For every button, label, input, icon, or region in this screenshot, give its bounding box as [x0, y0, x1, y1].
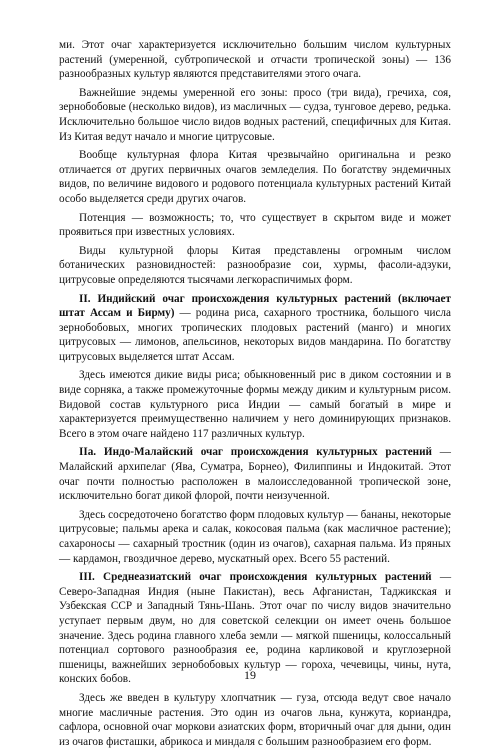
paragraph-text: — родина риса, сахарного тростника, большого числа зернобобовых, многих тропических плодовых растений (манго) и многих цитрусовых — лимонов, апельсинов, некоторых видов мандарина. По богатству цитрусовых выделяется штат Ассам.	[59, 307, 451, 363]
paragraph: Важнейшие эндемы умеренной его зоны: просо (три вида), гречиха, соя, зернобобовые (несколько видов), из масличных — судза, тунговое дерево, редька. Исключительно большое число видов водных растений, специфичных для Китая. Из Китая ведут начало и многие цитрусовые.	[59, 86, 451, 143]
paragraph: Здесь имеются дикие виды риса; обыкновенный рис в диком состоянии и в виде сорняка, а также промежуточные формы между диким и культурным рисом. Видовой состав культурного риса Индии — самый богатый в мире и характеризуется преимущественно наличием у него доминирующих признаков. Всего в этом очаге найдено 117 различных культур.	[59, 369, 451, 440]
paragraph-indo-malay	[59, 445, 451, 503]
paragraph-india	[59, 292, 451, 365]
paragraph-text: — Северо-Западная Индия (ныне Пакистан), весь Афганистан, Таджикская и Узбекская ССР и Западный Тянь-Шань. Этот очаг по числу видов значительно уступает первым двум, но для советской селекции он имеет очень большое значение. Здесь родина главного хлеба земли — мягкой пшеницы, колоссальный потенциал сортового разнообразия ее, родина карликовой и круглозерной пшеницы, важнейших зернобобовых культур — гороха, чечевицы, чины, нута, конских бобов.	[59, 571, 451, 686]
paragraph: Здесь же введен в культуру хлопчатник — гуза, отсюда ведут свое начало многие масличные растения. Это один из очагов льна, кунжута, кориандра, сафлора, основной очаг моркови азиатских форм, вторичный очаг для дыни, один из очагов фисташки, абрикоса и миндаля с большим разнообразием его форм.	[59, 691, 451, 748]
section-heading: II. Индийский очаг происхождения культурных растений (включает штат Ассам и Бирму)	[59, 292, 451, 320]
section-heading: III. Среднеазиатский очаг происхождения культурных растений	[79, 571, 432, 584]
section-heading: IIа. Индо-Малайский очаг происхождения культурных растений	[79, 446, 432, 459]
paragraph: Вообще культурная флора Китая чрезвычайно оригинальна и резко отличается от других первичных очагов земледелия. По богатству эндемичных видов, по величине видового и родового потенциала культурных растений Китай особо выделяется среди других очагов.	[59, 149, 451, 205]
paragraph: ми. Этот очаг характеризуется исключительно большим числом культурных растений (умеренной, субтропической и отчасти тропической зоны) — 136 разнообразных культур являются представителями этого очага.	[59, 39, 451, 81]
paragraph: Здесь сосредоточено богатство форм плодовых культур — бананы, некоторые цитрусовые; пальмы арека и салак, кокосовая пальма (как масличное растение); сахароносы — сахарный тростник (один из очагов), сахарная пальма. Из пряных — кардамон, гвоздичное дерево, мускатный орех. Всего 55 растений.	[59, 508, 451, 565]
body-text	[59, 38, 451, 749]
page-number: 19	[244, 668, 256, 682]
paragraph: Виды культурной флоры Китая представлены огромным числом ботанических разновидностей: разнообразие сои, хурмы, фасоли-адзуки, цитрусовые определяются тысячами легкораспичимых форм.	[59, 244, 451, 286]
paragraph: Потенция — возможность; то, что существует в скрытом виде и может проявиться при известных условиях.	[59, 211, 451, 239]
paragraph-text: — Малайский архипелаг (Ява, Суматра, Борнео), Филиппины и Индокитай. Этот очаг почти полностью расположен в малоисследованной тропической зоне, исключительно богат дикой флорой, почти неизученной.	[59, 446, 451, 503]
